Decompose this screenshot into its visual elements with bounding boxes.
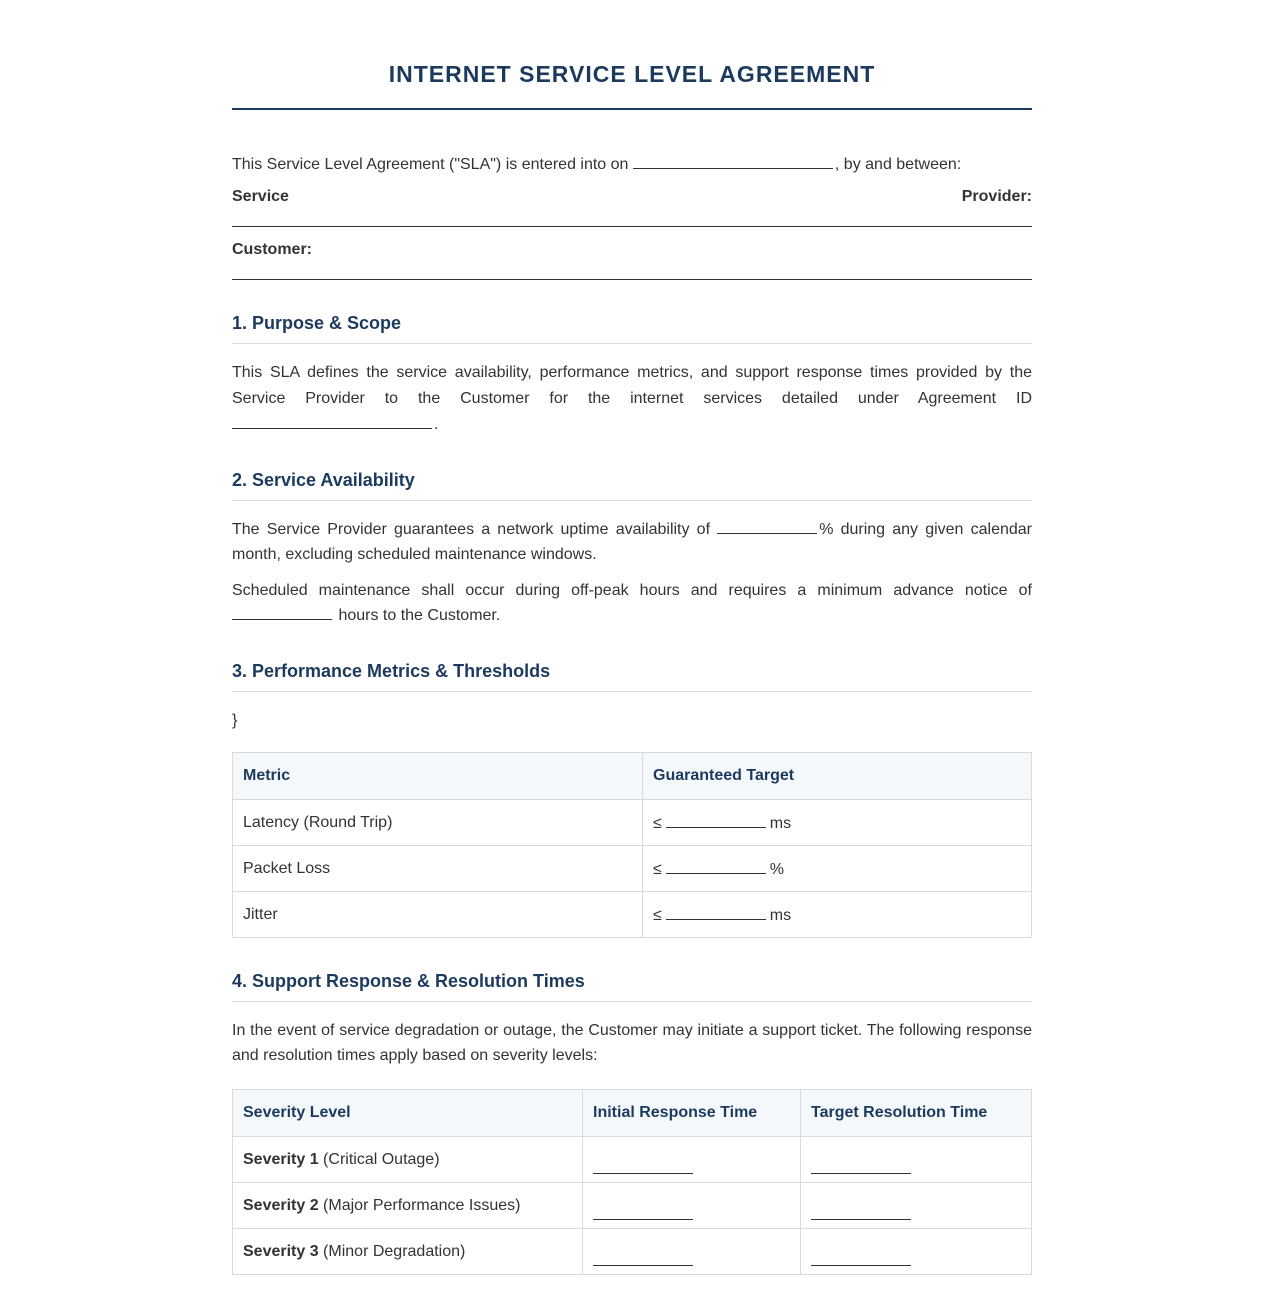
table-row xyxy=(233,1137,1032,1183)
intro-paragraph xyxy=(232,152,1032,177)
customer-field[interactable] xyxy=(232,259,1032,280)
purpose-end: . xyxy=(434,416,439,433)
stray-brace-text: } xyxy=(232,712,238,729)
table-row xyxy=(233,1183,1032,1229)
metric-name: Jitter xyxy=(233,892,643,938)
severity-2-response-field[interactable] xyxy=(593,1205,693,1220)
table-header-row xyxy=(233,1090,1032,1137)
service-provider-field[interactable] xyxy=(232,206,1032,227)
section-title-support: 4. Support Response & Resolution Times xyxy=(232,971,1032,1002)
severity-description: (Critical Outage) xyxy=(318,1150,440,1168)
less-equal-symbol: ≤ xyxy=(653,906,662,924)
maintenance-text-before: Scheduled maintenance shall occur during off-peak hours and requires a minimum advance notice of xyxy=(232,582,1032,599)
response-column-header: Initial Response Time xyxy=(583,1090,801,1137)
severity-column-header: Severity Level xyxy=(233,1090,583,1137)
severity-1-resolution-field[interactable] xyxy=(811,1159,911,1174)
metric-name: Packet Loss xyxy=(233,846,643,892)
availability-paragraph xyxy=(232,517,1032,567)
support-response-table xyxy=(232,1089,1032,1275)
table-row xyxy=(233,846,1032,892)
section-title-performance: 3. Performance Metrics & Thresholds xyxy=(232,661,1032,692)
severity-description: (Minor Degradation) xyxy=(318,1242,466,1260)
availability-text-after: % during any given calendar month, excluding scheduled maintenance windows. xyxy=(232,521,1032,563)
purpose-paragraph xyxy=(232,360,1032,438)
packet-loss-target-field[interactable] xyxy=(666,859,766,874)
metric-target xyxy=(643,892,1032,938)
document-title: INTERNET SERVICE LEVEL AGREEMENT xyxy=(232,0,1032,110)
customer-label: Customer: xyxy=(232,241,313,258)
severity-cell xyxy=(233,1229,583,1275)
uptime-percentage-field[interactable] xyxy=(717,519,817,534)
resolution-column-header: Target Resolution Time xyxy=(801,1090,1032,1137)
metric-target xyxy=(643,800,1032,846)
severity-cell xyxy=(233,1183,583,1229)
metric-unit: ms xyxy=(769,814,792,832)
latency-target-field[interactable] xyxy=(666,813,766,828)
service-provider-label-right: Provider: xyxy=(961,188,1032,205)
service-provider-label-left: Service xyxy=(232,188,289,205)
response-cell xyxy=(583,1183,801,1229)
resolution-cell xyxy=(801,1183,1032,1229)
severity-3-response-field[interactable] xyxy=(593,1251,693,1266)
severity-3-resolution-field[interactable] xyxy=(811,1251,911,1266)
service-provider-label xyxy=(232,188,1032,206)
availability-text-before: The Service Provider guarantees a network uptime availability of xyxy=(232,521,711,538)
severity-1-response-field[interactable] xyxy=(593,1159,693,1174)
metric-column-header: Metric xyxy=(233,753,643,800)
jitter-target-field[interactable] xyxy=(666,905,766,920)
metric-unit: ms xyxy=(769,906,792,924)
less-equal-symbol: ≤ xyxy=(653,814,662,832)
purpose-text: This SLA defines the service availability, performance metrics, and support response times provided by the Service Provider to the Customer for the internet services detailed under Agreement ID xyxy=(232,364,1032,407)
agreement-id-field[interactable] xyxy=(232,414,432,429)
severity-level: Severity 1 xyxy=(243,1150,319,1168)
customer-label-row xyxy=(232,241,1032,259)
support-paragraph: In the event of service degradation or outage, the Customer may initiate a support ticket. The following response and resolution times apply based on severity levels: xyxy=(232,1022,1032,1064)
agreement-date-field[interactable] xyxy=(633,154,833,169)
maintenance-notice-hours-field[interactable] xyxy=(232,605,332,620)
section-title-purpose: 1. Purpose & Scope xyxy=(232,313,1032,344)
severity-level: Severity 2 xyxy=(243,1196,319,1214)
metric-name: Latency (Round Trip) xyxy=(233,800,643,846)
table-row xyxy=(233,892,1032,938)
severity-level: Severity 3 xyxy=(243,1242,319,1260)
table-row xyxy=(233,800,1032,846)
resolution-cell xyxy=(801,1229,1032,1275)
less-equal-symbol: ≤ xyxy=(653,860,662,878)
resolution-cell xyxy=(801,1137,1032,1183)
table-header-row xyxy=(233,753,1032,800)
section-title-availability: 2. Service Availability xyxy=(232,470,1032,501)
table-row xyxy=(233,1229,1032,1275)
target-column-header: Guaranteed Target xyxy=(643,753,1032,800)
document-page xyxy=(232,0,1032,1275)
intro-text-before: This Service Level Agreement ("SLA") is entered into on xyxy=(232,156,629,173)
metric-target xyxy=(643,846,1032,892)
intro-text-after: , by and between: xyxy=(834,156,962,173)
severity-2-resolution-field[interactable] xyxy=(811,1205,911,1220)
response-cell xyxy=(583,1229,801,1275)
performance-metrics-table xyxy=(232,752,1032,938)
severity-cell xyxy=(233,1137,583,1183)
severity-description: (Major Performance Issues) xyxy=(318,1196,521,1214)
maintenance-paragraph xyxy=(232,578,1032,628)
response-cell xyxy=(583,1137,801,1183)
metric-unit: % xyxy=(769,860,785,878)
maintenance-text-after: hours to the Customer. xyxy=(334,607,501,624)
